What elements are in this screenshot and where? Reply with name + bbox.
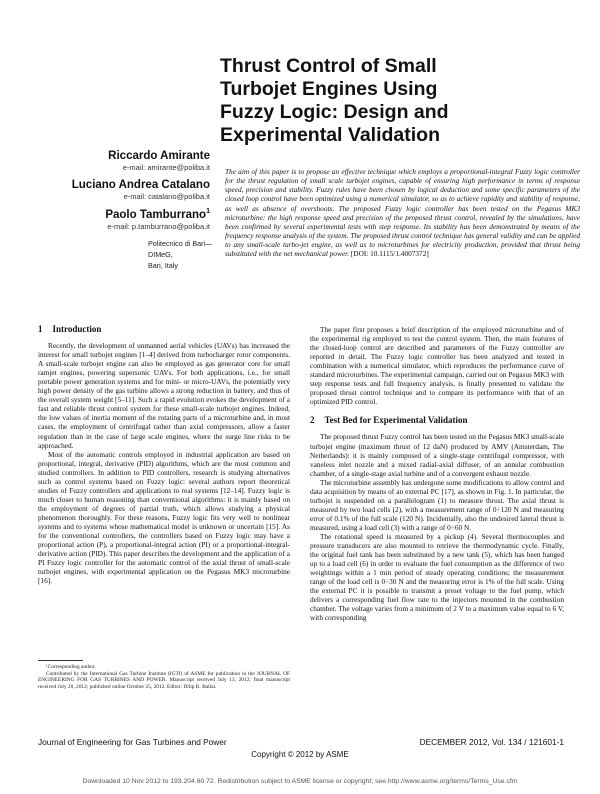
section-heading-test-bed <box>310 416 564 425</box>
paragraph: Recently, the development of unmanned aerial vehicles (UAVs) has increased the interest for small turbojet engines [1–4] derived from turbocharger rotor components. A small-scale turbojet engine can also be employed as gas generator core for small ramjet engines, powering supersonic UAVs. For both applications, i.e., for small portable power generation systems and for mini- or micro-UAVs, the potentially very high power density of the gas turbine allows a strong reduction in battery, and thus of the overall system weight [5–11]. Such a rapid evolution evokes the development of a fast and reliable thrust control system for these small-scale turbojet engines. Indeed, the low values of inertia moment of the rotating parts of a microturbine and, in most cases, the employment of centrifugal rather than axial compressors, allow a faster regulation than in the case of large scale engines, where the surge line risks to be approached. <box>38 341 290 450</box>
paragraph: The proposed thrust Fuzzy control has been tested on the Pegasus MK3 small-scale turbojet engine (maximum thrust of 12 daN) produced by AMV (Amsterdam, The Netherlands): it is mainly composed of a single-stage centrifugal compressor, with vaneless inlet nozzle and a mixed radial-axial diffuser, of an annular combustion chamber, of a single-stage axial turbine and of a convergent exhaust nozzle. <box>310 432 564 478</box>
author-name-text: Luciano Andrea Catalano <box>71 179 210 191</box>
author-block <box>20 143 210 231</box>
author-email[interactable]: e-mail: amirante@poliba.it <box>122 163 210 172</box>
paragraph: The rotational speed is measured by a pickup (4). Several thermocouples and pressure transducers are also mounted to retrieve the thermodynamic cycle. Finally, the original fuel tank has been substituted by a new tank (5), which has been hanged up to a load cell (6) in order to evaluate the fuel consumption as the difference of two weightings within a 1 min period of steady operating conditions; the measurement range of the load cell is 0÷30 N and the measuring error is 1% of the full scale. Using the external PC it is possible to transmit a preset voltage to the fuel pump, which delivers a corresponding fuel flow rate to the injectors mounted in the combustion chamber. The voltage varies from a minimum of 2 V to a maximum value equal to 6 V, with corresponding <box>310 531 564 623</box>
corresponding-marker: 1 <box>206 208 210 215</box>
author-name-text: Paolo Tamburrano <box>105 208 207 221</box>
footnote: ¹Corresponding author. <box>46 664 96 670</box>
section-number: 2 <box>310 415 315 426</box>
author-email[interactable]: e-mail: p.tamburrano@poliba.it <box>107 221 210 231</box>
author-name: Riccardo Amirante <box>108 150 210 162</box>
author-email[interactable]: e-mail: catalano@poliba.it <box>123 192 210 201</box>
right-column <box>310 325 564 622</box>
section-heading-introduction <box>38 325 290 334</box>
affiliation-line: Bari, Italy <box>148 261 178 270</box>
abstract <box>225 167 580 259</box>
abstract-text: The aim of this paper is to propose an effective technique which employs a proportional-integral Fuzzy logic controller for the thrust regulation of small scale turbojet engines, capable of ensuring high performance in terms of response speed, precision and stability. Fuzzy rules have been chosen by logical deduction and some specific parameters of the closed loop control have been optimized using a numerical simulator, so as to achieve rapidity and stability of response, as well as absence of overshoots. The proposed Fuzzy logic controller has been tested on the Pegasus MK3 microturbine: the high response speed and precision of the proposed thrust control, revealed by the simulations, have been confirmed by several experimental tests with step response. Its stability has been demonstrated by means of the frequency response analysis of the system. The proposed thrust control technique has general validity and can be applied to any small-scale turbo-jet engine, as well as to microturbines for electricity production, provided that thrust being substituted with the net mechanical power. <box>225 167 580 259</box>
paper-title <box>220 55 590 147</box>
doi[interactable]: [DOI: 10.1115/1.4007372] <box>350 249 429 259</box>
footnote: Contributed by the International Gas Turbine Institute (IGTI) of ASME for publication in the JOURNAL OF ENGINEERING FOR GAS TURBINES AND POWER. Manuscript received July 13, 2012; final manuscript received July 20, 2012; published online October 25, 2012. Editor: Dilip R. Ballal. <box>38 670 290 690</box>
paragraph: The microturbine assembly has undergone some modifications to allow control and data acquisition by means of an external PC [17], as shown in Fig. 1. In particular, the turbojet is suspended on a parallelogram (1) to measure thrust. The axial thrust is measured by two load cells (2), with a measurement range of 0÷120 N and measuring error of 0.1% of the full scale (120 N). Incidentally, also the undesired lateral thrust is measured, using a load cell (3) with a range of 0÷60 N. <box>310 477 564 532</box>
affiliation-line: Politecnico di Bari—DIMeG, <box>148 239 213 259</box>
download-notice[interactable]: Downloaded 10 Nov 2012 to 193.204.60.72. Redistribution subject to ASME license or copyright; see http://www.asme.org/terms/Terms_Use.cfm <box>82 778 518 785</box>
author-name <box>20 179 210 191</box>
title-line: Experimental Validation <box>220 124 440 146</box>
title-line: Fuzzy Logic: Design and <box>220 101 449 123</box>
footnote-divider <box>38 660 83 661</box>
affiliation <box>148 238 218 271</box>
title-line: Thrust Control of Small <box>220 55 437 77</box>
journal-name: Journal of Engineering for Gas Turbines and Power <box>38 737 227 747</box>
footnotes <box>38 664 290 690</box>
left-column <box>38 325 290 585</box>
paragraph: Most of the automatic controls employed in industrial application are based on proportional, integral, derivative (PID) algorithms, which are the most common and studied controllers. In addition to PID controllers, research is studying alternatives such as control systems based on Fuzzy logic: several authors report theoretical studies of Fuzzy controllers and applications to real systems [12–14]. Fuzzy logic is much closer to human reasoning than conventional algorithms: it is mainly based on the employment of degrees of partial truth, which allows studying a physical phenomenon thoroughly. For these reasons, Fuzzy logic fits very well to nonlinear systems and to systems whose mathematical model is unknown or uncertain [15]. As for the conventional controllers, the controllers based on Fuzzy logic may have a proportional action (P), a proportional-integral action (PI) or a proportional-integral-derivative action (PID). This paper describes the development and the application of a PI Fuzzy logic controller for the automatic control of the axial thrust of small-scale turbojet engines, with experimental application on the Pegasus MK3 microturbine [16]. <box>38 449 290 586</box>
author-name <box>20 208 210 221</box>
copyright: Copyright © 2012 by ASME <box>251 750 349 759</box>
section-title: Test Bed for Experimental Validation <box>324 415 468 426</box>
section-number: 1 <box>38 324 43 334</box>
issue-info: DECEMBER 2012, Vol. 134 / 121601-1 <box>419 737 564 747</box>
title-line: Turbojet Engines Using <box>220 78 438 100</box>
paragraph: The paper first proposes a brief description of the employed microturbine and of the experimental rig employed to test the control system. Then, the main features of the closed-loop control are described and parameters of the Fuzzy controller are reported in detail. The Fuzzy logic controller has been analyzed and tested in combination with a numerical simulator, which reproduces the performance curve of standard microturbines. The experimental campaign, carried out on Pegasus MK3 with step response tests and full frequency analysis, is finally presented to validate the proposed thrust control technique and to compare its performance with that of an optimized PID control. <box>310 325 564 407</box>
section-title: Introduction <box>52 324 102 334</box>
